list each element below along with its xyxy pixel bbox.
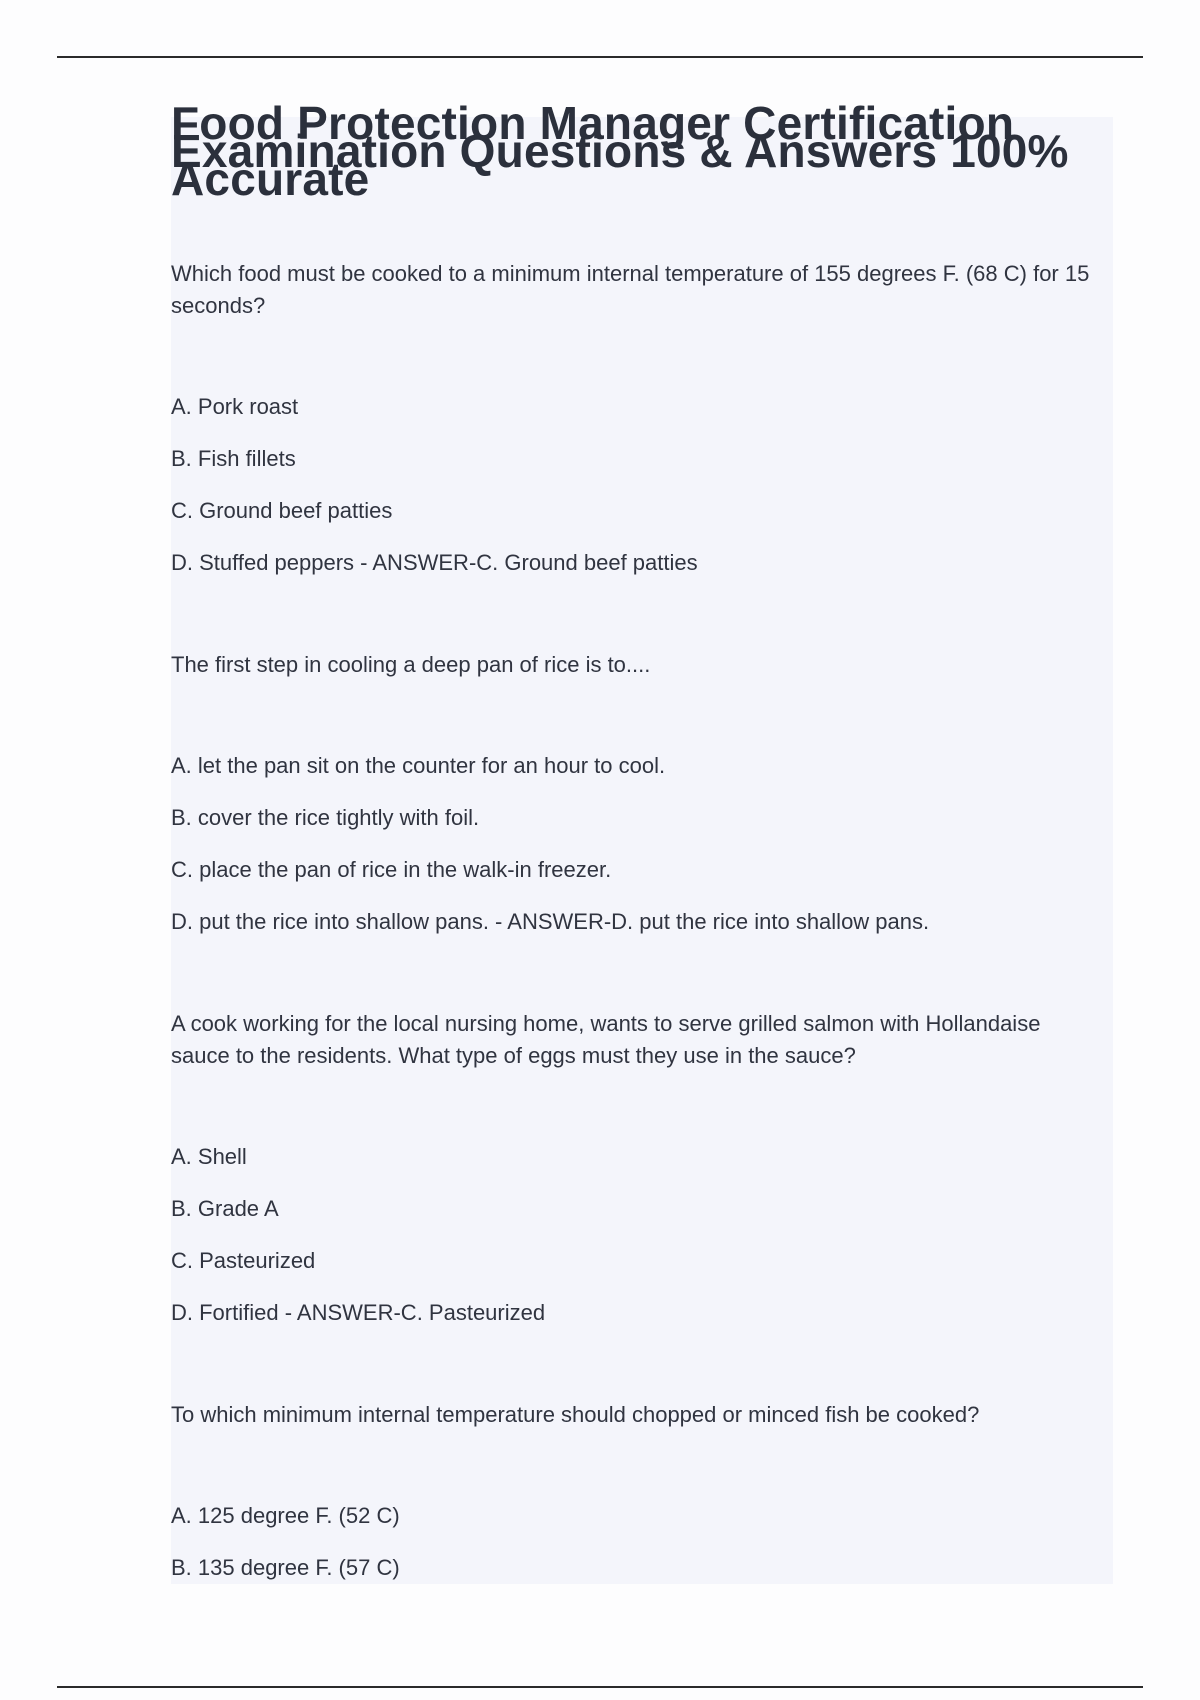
answer-options — [171, 750, 1131, 958]
question-block — [171, 1399, 1131, 1604]
bottom-rule — [57, 1686, 1143, 1688]
question-text: A cook working for the local nursing home, wants to serve grilled salmon with Hollandaise sauce to the residents. What type of eggs must they use in the sauce? — [171, 1011, 1041, 1068]
question-block — [171, 258, 1131, 599]
document-title: Food Protection Manager Certification Examination Questions & Answers 100% Accurate — [171, 97, 1069, 205]
answer-option: B. cover the rice tightly with foil. — [171, 805, 480, 830]
question-block — [171, 649, 1131, 958]
answer-option: B. Fish fillets — [171, 446, 296, 471]
answer-option: C. Ground beef patties — [171, 498, 393, 523]
answer-options — [171, 1141, 1131, 1349]
question-text: Which food must be cooked to a minimum internal temperature of 155 degrees F. (68 C) for 15 seconds? — [171, 261, 1090, 318]
answer-option: D. put the rice into shallow pans. - ANSWER-D. put the rice into shallow pans. — [171, 909, 930, 934]
question-text: The first step in cooling a deep pan of rice is to.... — [171, 652, 651, 677]
answer-option: C. place the pan of rice in the walk-in freezer. — [171, 857, 612, 882]
answer-options — [171, 1500, 1131, 1604]
answer-option: D. Stuffed peppers - ANSWER-C. Ground beef patties — [171, 550, 698, 575]
answer-option: A. Pork roast — [171, 394, 299, 419]
answer-option: A. let the pan sit on the counter for an hour to cool. — [171, 753, 666, 778]
document-content — [171, 95, 1131, 1604]
question-text: To which minimum internal temperature should chopped or minced fish be cooked? — [171, 1402, 980, 1427]
answer-option: D. Fortified - ANSWER-C. Pasteurized — [171, 1300, 546, 1325]
answer-option: B. 135 degree F. (57 C) — [171, 1555, 400, 1580]
answer-option: C. Pasteurized — [171, 1248, 316, 1273]
answer-option: B. Grade A — [171, 1196, 279, 1221]
answer-option: A. Shell — [171, 1144, 247, 1169]
answer-options — [171, 391, 1131, 599]
answer-option: A. 125 degree F. (52 C) — [171, 1503, 400, 1528]
question-block — [171, 1008, 1131, 1349]
top-rule — [57, 56, 1143, 58]
